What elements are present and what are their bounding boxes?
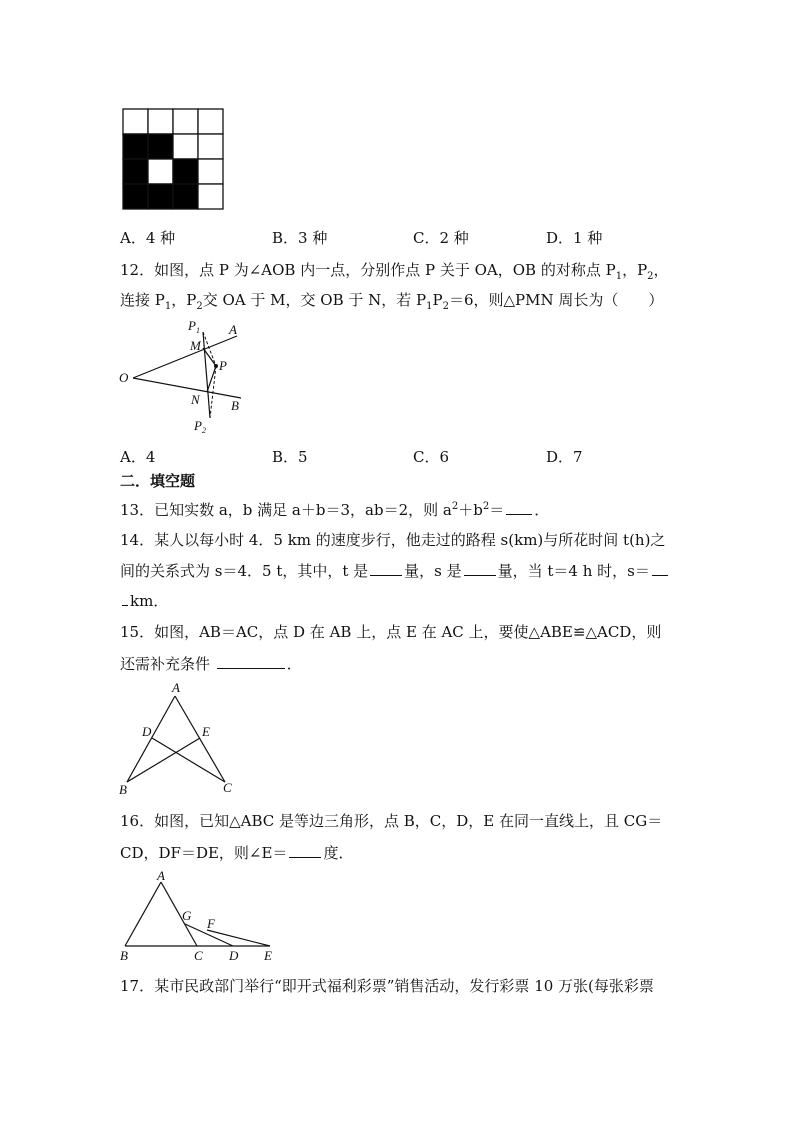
- q11-option-d[interactable]: D．1 种: [546, 229, 603, 247]
- grid-cell-white: [173, 134, 198, 159]
- q14-blank-t[interactable]: [370, 560, 402, 576]
- q16-label-a: A: [157, 868, 165, 883]
- q14-blank-value[interactable]: [652, 560, 668, 576]
- q15-line-1: 15．如图，AB＝AC，点 D 在 AB 上，点 E 在 AC 上，要使△ABE≌△ACD，则: [120, 623, 662, 641]
- q11-option-c[interactable]: C．2 种: [413, 229, 469, 247]
- q12-label-o: O: [119, 370, 129, 385]
- q15-label-d: D: [142, 724, 152, 739]
- grid-cell-white: [198, 134, 223, 159]
- grid-cell-black: [123, 159, 148, 184]
- q11-option-b[interactable]: B．3 种: [272, 229, 328, 247]
- q13-line: 13．已知实数 a，b 满足 a＋b＝3，ab＝2，则 $a^2+b^2=$ ．: [120, 501, 550, 519]
- grid-cell-black: [123, 134, 148, 159]
- q12-label-b: B: [231, 398, 239, 413]
- q12-line-1: 12．如图，点 P 为∠AOB 内一点，分别作点 P 关于 OA，OB 的对称点 $P_1$，$P_2$，: [120, 261, 669, 282]
- q12-line-2: 连接 $P_1$，$P_2$交 OA 于 M，交 OB 于 N，若 $P_1P_2=6$，则△PMN 周长为（ ）: [120, 291, 664, 312]
- grid-figure: [122, 108, 226, 210]
- q16-label-f: F: [207, 916, 215, 931]
- q14-blank-value-cont[interactable]: [122, 590, 128, 606]
- q16-label-c: C: [194, 948, 203, 963]
- q12-figure: [115, 318, 255, 438]
- grid-cell-white: [148, 109, 173, 134]
- q13-answer-blank[interactable]: [506, 499, 532, 515]
- grid-cell-white: [198, 159, 223, 184]
- grid-cell-black: [173, 184, 198, 209]
- q14-line-2: 间的关系式为 s＝4．5 t，其中，t 是 量，s 是 量，当 t＝4 h 时，s＝: [120, 560, 670, 581]
- q12-option-c[interactable]: C．6: [413, 448, 450, 466]
- grid-cell-black: [123, 184, 148, 209]
- grid-cell-white: [123, 109, 148, 134]
- section-title-fill-blank: 二．填空题: [120, 472, 196, 490]
- q11-option-a[interactable]: A．4 种: [120, 229, 176, 247]
- grid-cell-white: [148, 159, 173, 184]
- q15-label-c: C: [223, 780, 232, 795]
- q15-answer-blank[interactable]: [217, 653, 285, 669]
- q12-label-a: A: [229, 322, 237, 337]
- q16-label-b: B: [120, 948, 128, 963]
- q16-answer-blank[interactable]: [289, 842, 321, 858]
- q12-option-a[interactable]: A．4: [120, 448, 156, 466]
- grid-cell-black: [148, 134, 173, 159]
- grid-cell-white: [198, 184, 223, 209]
- q12-label-p: P: [219, 358, 227, 373]
- q16-label-e: E: [264, 948, 272, 963]
- grid-cell-white: [173, 109, 198, 134]
- q12-label-n: N: [191, 392, 200, 407]
- q15-label-b: B: [119, 782, 127, 797]
- q16-figure: [115, 870, 285, 965]
- q16-label-d: D: [229, 948, 239, 963]
- q15-line-2: 还需补充条件 ．: [120, 655, 302, 673]
- grid-cell-white: [198, 109, 223, 134]
- q12-label-p2: $P_2$: [194, 418, 206, 435]
- q12-option-d[interactable]: D．7: [546, 448, 583, 466]
- q16-line-1: 16．如图，已知△ABC 是等边三角形，点 B，C，D，E 在同一直线上，且 CG＝: [120, 812, 663, 830]
- q14-blank-s[interactable]: [464, 560, 496, 576]
- q15-figure: [115, 682, 245, 797]
- q14-line-1: 14．某人以每小时 4．5 km 的速度步行，他走过的路程 s(km)与所花时间 t(h)之: [120, 531, 666, 549]
- grid-cell-black: [173, 159, 198, 184]
- q17-line-1: 17．某市民政部门举行“即开式福利彩票”销售活动，发行彩票 10 万张(每张彩票: [120, 977, 654, 995]
- q15-label-e: E: [202, 724, 210, 739]
- q12-label-p1: $P_1$: [188, 318, 200, 335]
- q14-line-3: km．: [120, 590, 168, 611]
- q16-line-2: CD，DF＝DE，则∠E＝ 度．: [120, 844, 354, 862]
- q15-label-a: A: [172, 680, 180, 695]
- q16-label-g: G: [182, 908, 192, 923]
- grid-cell-black: [148, 184, 173, 209]
- q12-label-m: M: [190, 338, 201, 353]
- q12-option-b[interactable]: B．5: [272, 448, 308, 466]
